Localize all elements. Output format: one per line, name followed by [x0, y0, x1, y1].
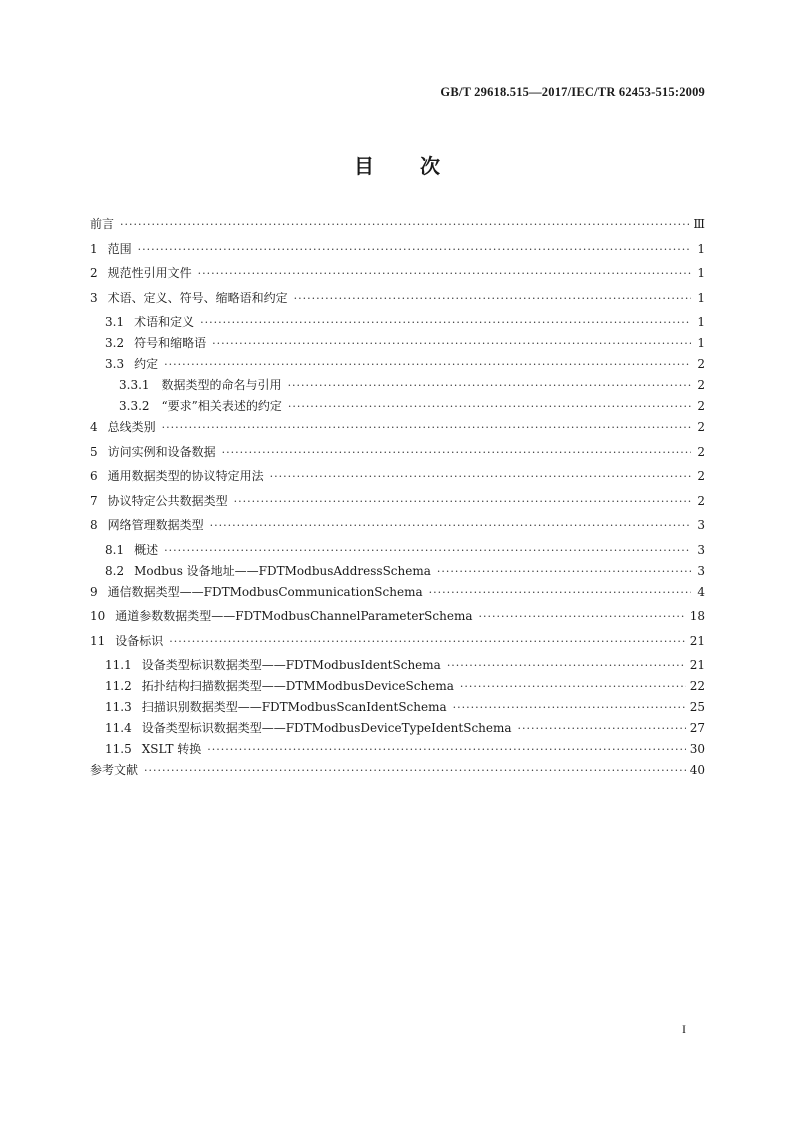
dot-leader: [200, 316, 691, 329]
standard-code: GB/T 29618.515—2017/IEC/TR 62453-515:2009: [440, 85, 705, 99]
toc-entry-number: 1: [90, 241, 98, 256]
toc-entry-number: 11.4: [105, 721, 132, 735]
toc-entry-number: 10: [90, 609, 106, 623]
toc-entry-4[interactable]: [90, 418, 705, 443]
toc-entry-number: 11: [90, 633, 106, 648]
page-number: I: [682, 1022, 686, 1036]
toc-entry-title: 访问实例和设备数据: [107, 444, 216, 459]
dot-leader: [234, 495, 691, 508]
toc-entry-3-3-2[interactable]: [90, 397, 705, 418]
dot-leader: [437, 565, 691, 578]
page-title: [0, 150, 794, 179]
toc-entry-10[interactable]: [90, 607, 705, 632]
dot-leader: [453, 701, 686, 714]
toc-entry-number: 3.2: [105, 336, 125, 350]
toc-entry-9[interactable]: [90, 583, 705, 608]
toc-entry-title: 数据类型的命名与引用: [161, 378, 282, 392]
dot-leader: [212, 337, 691, 350]
toc-entry-number: 11.2: [105, 679, 132, 693]
dot-leader: [429, 586, 691, 599]
toc-entry-foreword[interactable]: [90, 215, 705, 240]
toc-entry-title: 通用数据类型的协议特定用法: [107, 469, 264, 483]
dot-leader: [288, 379, 691, 392]
toc-entry-title: 符号和缩略语: [134, 336, 207, 350]
toc-entry-title: 网络管理数据类型: [107, 518, 204, 532]
toc-entry-1[interactable]: [90, 240, 705, 265]
toc-entry-number: 11.1: [105, 658, 132, 672]
toc-entry-number: 4: [90, 420, 98, 434]
toc-entry-11-1[interactable]: [90, 656, 705, 677]
toc-entry-7[interactable]: [90, 492, 705, 517]
dot-leader: [288, 400, 691, 413]
toc-entry-page: 40: [689, 763, 705, 777]
toc-entry-title: 协议特定公共数据类型: [107, 493, 228, 508]
dot-leader: [222, 446, 691, 459]
toc-entry-page: 3: [697, 563, 705, 578]
toc-entry-page: 18: [689, 609, 705, 623]
toc-entry-number: 5: [90, 444, 98, 459]
dot-leader: [518, 722, 686, 735]
toc-entry-number: 8: [90, 518, 98, 532]
toc-entry-8-2[interactable]: [90, 562, 705, 583]
toc-entry-page: 1: [697, 241, 705, 256]
toc-entry-page: 2: [697, 493, 705, 508]
table-of-contents: [90, 215, 705, 786]
dot-leader: [207, 743, 685, 756]
toc-entry-3-2[interactable]: [90, 334, 705, 355]
toc-entry-title: XSLT 转换: [141, 742, 202, 756]
toc-entry-title: 范围: [107, 241, 132, 256]
toc-entry-page: 30: [689, 742, 705, 756]
dot-leader: [169, 635, 685, 648]
toc-entry-title: 规范性引用文件: [107, 266, 192, 280]
dot-leader: [198, 267, 691, 280]
toc-entry-page: 1: [697, 336, 705, 350]
toc-entry-title: “要求”相关表述的约定: [161, 399, 282, 413]
toc-entry-page: 4: [697, 584, 705, 599]
toc-entry-page: 27: [689, 721, 705, 735]
toc-entry-number: 2: [90, 266, 98, 280]
dot-leader: [460, 680, 686, 693]
toc-entry-11[interactable]: [90, 632, 705, 657]
toc-entry-title: 术语、定义、符号、缩略语和约定: [107, 290, 288, 305]
toc-entry-8[interactable]: [90, 516, 705, 541]
toc-entry-page: 2: [697, 444, 705, 459]
toc-entry-title: 通信数据类型——FDTModbusCommunicationSchema: [107, 584, 423, 599]
toc-entry-title: 设备类型标识数据类型——FDTModbusDeviceTypeIdentSchema: [141, 721, 512, 735]
toc-entry-number: 8.2: [105, 563, 125, 578]
toc-entry-number: 3.1: [105, 315, 125, 329]
toc-entry-page: 21: [689, 658, 705, 672]
toc-entry-number: 3.3: [105, 357, 125, 371]
toc-entry-title: Modbus 设备地址——FDTModbusAddressSchema: [134, 563, 431, 578]
toc-entry-3-3-1[interactable]: [90, 376, 705, 397]
toc-entry-number: 11.3: [105, 700, 132, 714]
toc-entry-page: 2: [697, 357, 705, 371]
toc-entry-5[interactable]: [90, 443, 705, 468]
title-char-2: 次: [420, 154, 440, 178]
toc-entry-page: 1: [697, 290, 705, 305]
toc-entry-6[interactable]: [90, 467, 705, 492]
toc-entry-title: 概述: [134, 542, 159, 557]
toc-entry-11-4[interactable]: [90, 719, 705, 740]
dot-leader: [270, 470, 691, 483]
toc-entry-bibliography[interactable]: [90, 761, 705, 786]
dot-leader: [144, 764, 686, 777]
toc-entry-3-1[interactable]: [90, 313, 705, 334]
toc-entry-title: 扫描识别数据类型——FDTModbusScanIdentSchema: [141, 700, 447, 714]
toc-entry-11-5[interactable]: [90, 740, 705, 761]
toc-entry-title: 通道参数数据类型——FDTModbusChannelParameterSchema: [115, 609, 473, 623]
dot-leader: [294, 292, 691, 305]
toc-entry-title: 术语和定义: [134, 315, 195, 329]
toc-entry-2[interactable]: [90, 264, 705, 289]
toc-entry-title: 设备类型标识数据类型——FDTModbusIdentSchema: [141, 658, 441, 672]
toc-entry-number: 9: [90, 584, 98, 599]
toc-entry-3[interactable]: [90, 289, 705, 314]
toc-entry-number: 3: [90, 290, 98, 305]
toc-entry-page: 2: [697, 399, 705, 413]
toc-entry-page: 25: [689, 700, 705, 714]
toc-entry-number: 7: [90, 493, 98, 508]
toc-entry-page: 2: [697, 469, 705, 483]
toc-entry-page: 3: [697, 518, 705, 532]
toc-entry-number: 3.3.1: [119, 378, 150, 392]
toc-entry-title: 设备标识: [115, 633, 164, 648]
title-char-1: 目: [354, 154, 374, 178]
toc-entry-number: 3.3.2: [119, 399, 150, 413]
dot-leader: [210, 519, 691, 532]
toc-entry-page: 3: [697, 542, 705, 557]
toc-entry-8-1[interactable]: [90, 541, 705, 562]
toc-entry-title: 拓扑结构扫描数据类型——DTMModbusDeviceSchema: [141, 679, 454, 693]
toc-entry-number: 6: [90, 469, 98, 483]
dot-leader: [138, 243, 691, 256]
toc-entry-page: 2: [697, 420, 705, 434]
toc-entry-3-3[interactable]: [90, 355, 705, 376]
toc-entry-title: 前言: [90, 217, 115, 231]
dot-leader: [162, 421, 691, 434]
toc-entry-page: 21: [689, 633, 705, 648]
dot-leader: [120, 218, 689, 231]
toc-entry-page: 1: [697, 266, 705, 280]
toc-entry-page: 22: [689, 679, 705, 693]
toc-entry-title: 参考文献: [90, 763, 139, 777]
toc-entry-11-2[interactable]: [90, 677, 705, 698]
dot-leader: [164, 358, 691, 371]
dot-leader: [447, 659, 686, 672]
toc-entry-11-3[interactable]: [90, 698, 705, 719]
dot-leader: [164, 544, 691, 557]
dot-leader: [478, 610, 685, 623]
toc-entry-number: 8.1: [105, 542, 125, 557]
toc-entry-page: 1: [697, 315, 705, 329]
toc-entry-title: 总线类别: [107, 420, 156, 434]
toc-entry-title: 约定: [134, 357, 159, 371]
toc-entry-page: Ⅲ: [693, 217, 705, 231]
toc-entry-page: 2: [697, 378, 705, 392]
toc-entry-number: 11.5: [105, 742, 132, 756]
